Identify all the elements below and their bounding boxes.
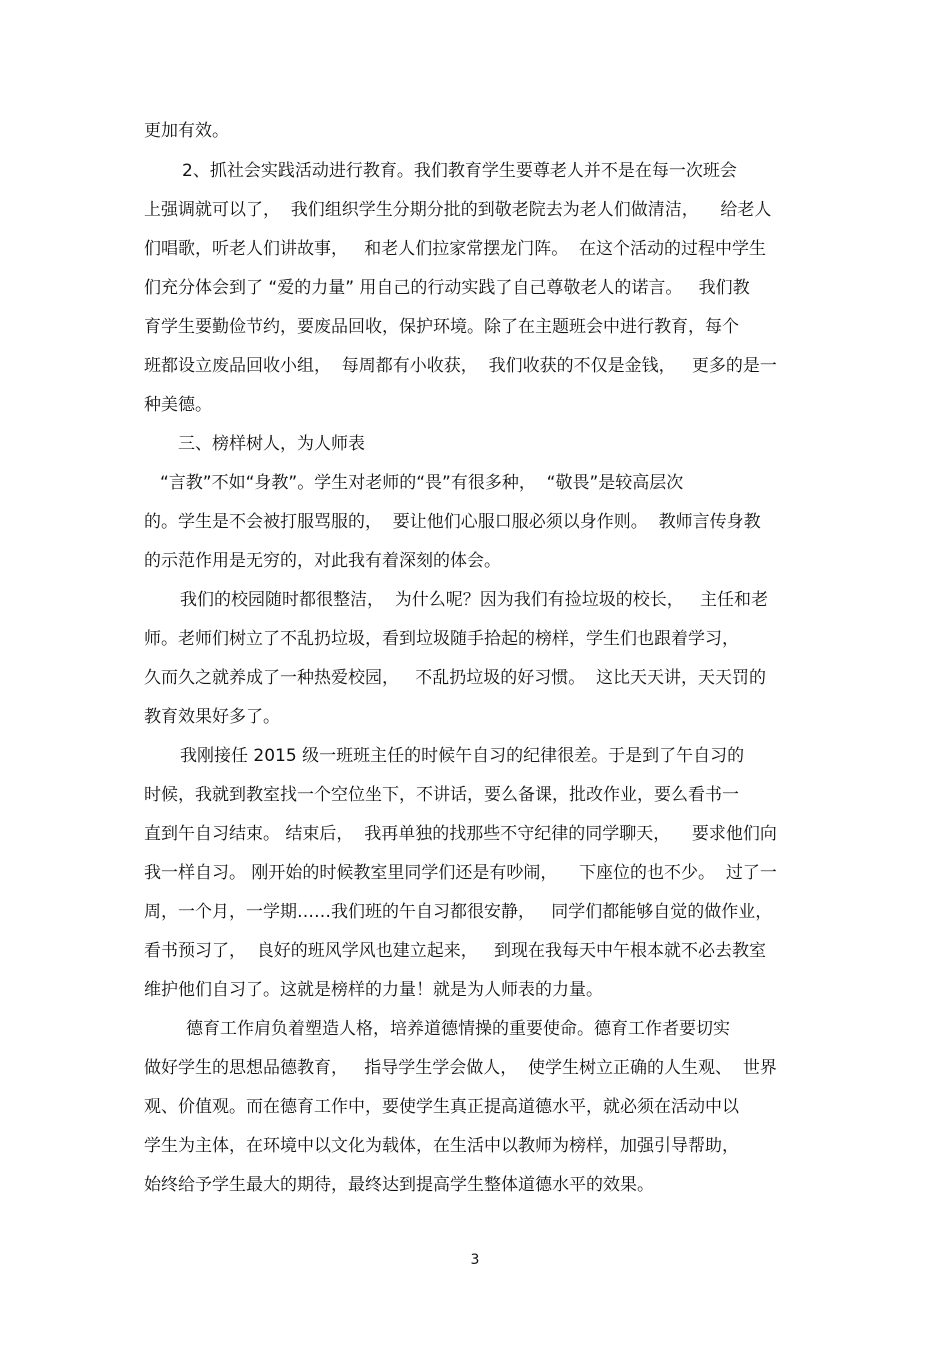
text-line: 2、抓社会实践活动进行教育。我们教育学生要尊老人并不是在每一次班会	[182, 161, 737, 181]
text-line: 观、价值观。而在德育工作中，要使学生真正提高道德水平，就必须在活动中以	[144, 1097, 739, 1117]
text-line: 时候，我就到教室找一个空位坐下，不讲话，要么备课，批改作业，要么看书一	[144, 785, 739, 805]
text-line: 师。老师们树立了不乱扔垃圾，看到垃圾随手拾起的榜样，学生们也跟着学习，	[144, 629, 739, 649]
text-line: 上强调就可以了， 我们组织学生分期分批的到敬老院去为老人们做清洁， 给老人	[144, 200, 772, 220]
text-line: 始终给予学生最大的期待，最终达到提高学生整体道德水平的效果。	[144, 1175, 654, 1195]
text-line: 我一样自习。 刚开始的时候教室里同学们还是有吵闹， 下座位的也不少。 过了一	[144, 863, 777, 883]
text-line: 德育工作肩负着塑造人格，培养道德情操的重要使命。德育工作者要切实	[186, 1019, 730, 1039]
text-line: 我刚接任 2015 级一班班主任的时候午自习的纪律很差。于是到了午自习的	[180, 746, 745, 766]
text-line: 的示范作用是无穷的，对此我有着深刻的体会。	[144, 551, 501, 571]
text-line: 做好学生的思想品德教育， 指导学生学会做人， 使学生树立正确的人生观、 世界	[144, 1058, 777, 1078]
section-heading: 三、榜样树人，为人师表	[178, 434, 365, 454]
text-line: 学生为主体，在环境中以文化为载体，在生活中以教师为榜样，加强引导帮助，	[144, 1136, 739, 1156]
text-line: 育学生要勤俭节约，要废品回收，保护环境。除了在主题班会中进行教育，每个	[144, 317, 739, 337]
text-line: 们唱歌，听老人们讲故事， 和老人们拉家常摆龙门阵。 在这个活动的过程中学生	[144, 239, 767, 259]
text-line: 直到午自习结束。 结束后， 我再单独的找那些不守纪律的同学聊天， 要求他们向	[144, 824, 777, 844]
text-line: 更加有效。	[144, 121, 229, 141]
text-line: 我们的校园随时都很整洁， 为什么呢？因为我们有捡垃圾的校长， 主任和老	[180, 590, 769, 610]
page-number: 3	[470, 1252, 480, 1268]
text-line: 维护他们自习了。这就是榜样的力量！就是为人师表的力量。	[144, 980, 603, 1000]
text-line: “言教”不如“身教”。学生对老师的“畏”有很多种， “敬畏”是较高层次	[160, 473, 684, 493]
text-line: 教育效果好多了。	[144, 707, 280, 727]
text-line: 们充分体会到了 “爱的力量” 用自己的行动实践了自己尊敬老人的诺言。 我们教	[144, 278, 750, 298]
text-line: 看书预习了， 良好的班风学风也建立起来， 到现在我每天中午根本就不必去教室	[144, 941, 767, 961]
text-line: 久而久之就养成了一种热爱校园， 不乱扔垃圾的好习惯。 这比天天讲，天天罚的	[144, 668, 767, 688]
text-line: 周，一个月，一学期……我们班的午自习都很安静， 同学们都能够自觉的做作业，	[144, 902, 773, 922]
text-line: 的。学生是不会被打服骂服的， 要让他们心服口服必须以身作则。 教师言传身教	[144, 512, 761, 532]
text-line: 种美德。	[144, 395, 212, 415]
text-line: 班都设立废品回收小组， 每周都有小收获， 我们收获的不仅是金钱， 更多的是一	[144, 356, 777, 376]
